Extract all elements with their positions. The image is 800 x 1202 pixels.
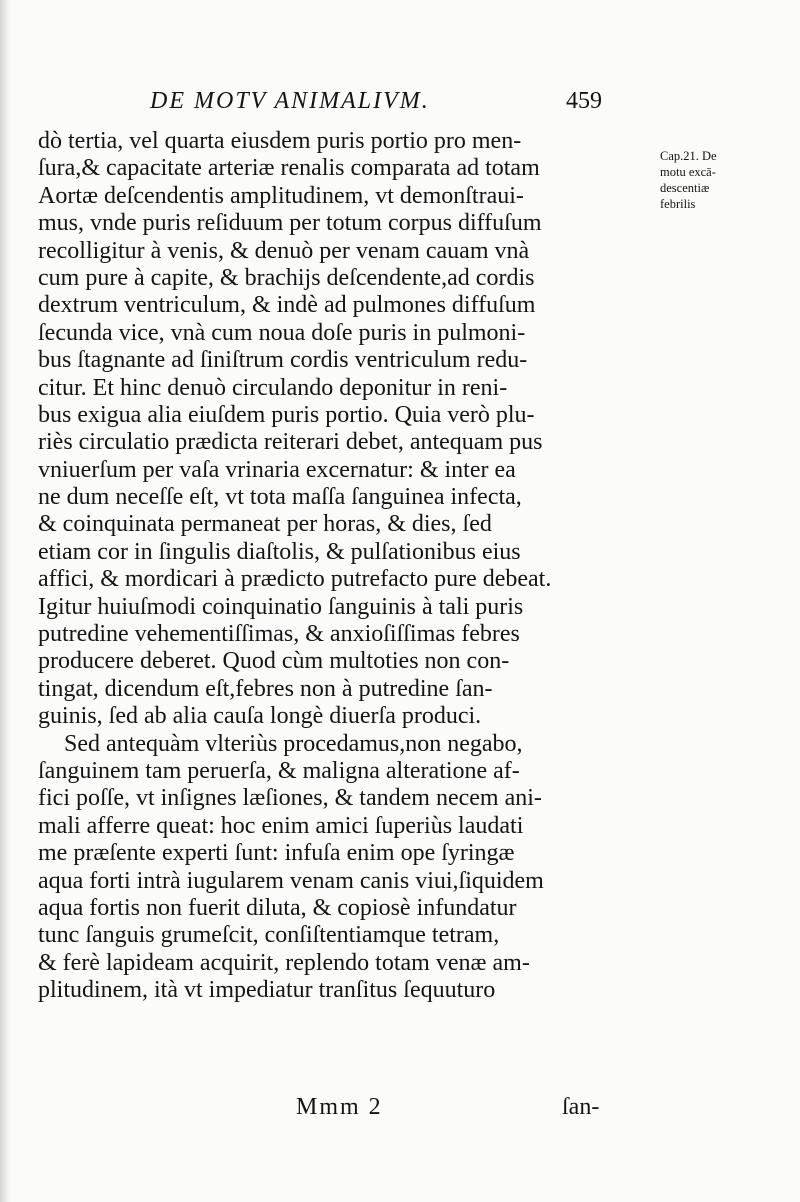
text-line: putredine vehementiſſimas, & anxioſiſſimas febres <box>38 621 520 648</box>
text-line: etiam cor in ſingulis diaſtolis, & pulſationibus eius <box>38 538 521 565</box>
page-number: 459 <box>566 88 602 114</box>
text-line: producere deberet. Quod cùm multoties non con- <box>38 648 510 675</box>
text-line: recolligitur à venis, & denuò per venam cauam vnà <box>38 237 530 264</box>
text-line: tunc ſanguis grumeſcit, conſiſtentiamque tetram, <box>38 922 500 949</box>
page-footer <box>296 1094 616 1128</box>
text-line: plitudinem, ità vt impediatur tranſitus ſequuturo <box>38 977 496 1004</box>
margin-note-line: motu excā- <box>660 165 716 179</box>
text-line: ne dum neceſſe eſt, vt tota maſſa ſanguinea infecta, <box>38 484 522 511</box>
text-line: Aortæ deſcendentis amplitudinem, vt demonſtraui- <box>38 182 524 209</box>
text-line: aqua forti intrà iugularem venam canis viui,ſiquidem <box>38 867 544 894</box>
signature-mark: Mmm 2 <box>296 1094 383 1120</box>
text-line: mus, vnde puris reſiduum per totum corpus diffuſum <box>38 210 542 237</box>
margin-note-line: Cap.21. De <box>660 149 717 163</box>
text-line: tingat, dicendum eſt,febres non à putredine ſan- <box>38 675 493 702</box>
text-line: affici, & mordicari à prædicto putrefacto pure debeat. <box>38 566 552 593</box>
text-line: citur. Et hinc denuò circulando deponitur in reni- <box>38 374 508 401</box>
text-line: bus exigua alia eiuſdem puris portio. Quia verò plu- <box>38 401 535 428</box>
text-line: Igitur huiuſmodi coinquinatio ſanguinis à tali puris <box>38 593 524 620</box>
text-line: & ferè lapideam acquirit, replendo totam venæ am- <box>38 949 530 976</box>
text-line: Sed antequàm vlteriùs procedamus,non negabo, <box>64 730 523 757</box>
text-line: mali afferre queat: hoc enim amici ſuperiùs laudati <box>38 812 524 839</box>
page-gutter-shadow <box>0 0 12 1202</box>
text-line: dò tertia, vel quarta eiusdem puris portio pro men- <box>38 128 522 154</box>
margin-note <box>660 148 770 212</box>
text-line: fici poſſe, vt inſignes læſiones, & tandem necem ani- <box>38 785 542 812</box>
text-line: ſanguinem tam peruerſa, & maligna alteratione af- <box>38 757 520 784</box>
text-line: aqua fortis non fuerit diluta, & copiosè infundatur <box>38 894 517 921</box>
margin-note-line: febrilis <box>660 197 696 211</box>
running-title: DE MOTV ANIMALIVM. <box>150 88 430 114</box>
page-header <box>150 88 630 128</box>
text-line: ſura,& capacitate arteriæ renalis comparata ad totam <box>38 155 540 182</box>
text-line: guinis, ſed ab alia cauſa longè diuerſa produci. <box>38 703 482 730</box>
text-line: ſecunda vice, vnà cum noua doſe puris in pulmoni- <box>38 319 526 346</box>
catchword: ſan- <box>562 1094 600 1120</box>
text-line: dextrum ventriculum, & indè ad pulmones diffuſum <box>38 292 536 319</box>
text-line: bus ſtagnante ad ſiniſtrum cordis ventriculum redu- <box>38 347 528 374</box>
text-line: riès circulatio prædicta reiterari debet, antequam pus <box>38 429 543 456</box>
text-line: vniuerſum per vaſa vrinaria excernatur: & inter ea <box>38 456 516 483</box>
body-text <box>38 128 650 1005</box>
text-line: cum pure à capite, & brachijs deſcendente,ad cordis <box>38 264 535 291</box>
text-line: me præſente experti ſunt: infuſa enim ope ſyringæ <box>38 840 515 867</box>
margin-note-line: descentiæ <box>660 181 710 195</box>
text-line: & coinquinata permaneat per horas, & dies, ſed <box>38 511 492 538</box>
